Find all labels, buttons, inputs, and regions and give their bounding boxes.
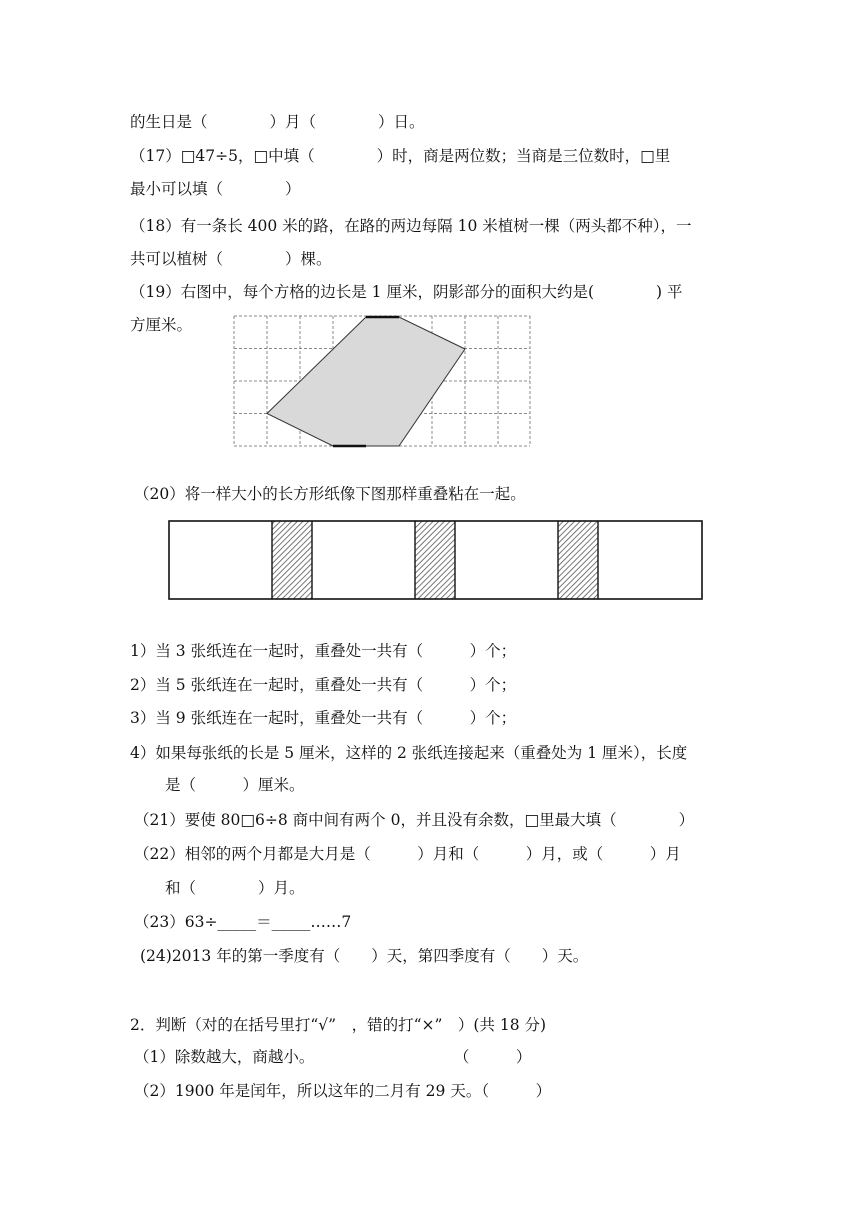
q19-line-2: 方厘米。	[130, 316, 193, 334]
q20-paper-strip-figure	[168, 520, 704, 602]
judge-item-1: （1）除数越大，商越小。 （ ）	[134, 1048, 532, 1066]
judge-item-2: （2）1900 年是闰年，所以这年的二月有 29 天。（ ）	[134, 1082, 552, 1100]
q21-line: （21）要使 80□6÷8 商中间有两个 0，并且没有余数，□里最大填（ ）	[134, 811, 695, 829]
q20-sub3: 3）当 9 张纸连在一起时，重叠处一共有（ ）个；	[130, 709, 517, 727]
q24-line: (24)2013 年的第一季度有（ ）天，第四季度有（ ）天。	[140, 947, 589, 965]
overlap-region-1	[272, 521, 312, 599]
q18-line-2: 共可以植树（ ）棵。	[130, 250, 332, 268]
q23-line: （23）63÷_____＝_____……7	[134, 913, 352, 931]
q20-sub1: 1）当 3 张纸连在一起时，重叠处一共有（ ）个；	[130, 642, 517, 660]
q19-line-1: （19）右图中，每个方格的边长是 1 厘米，阴影部分的面积大约是( ) 平	[130, 283, 683, 301]
q17-line-1: （17）□47÷5，□中填（ ）时，商是两位数；当商是三位数时，□里	[130, 147, 671, 165]
q22-line-2: 和（ ）月。	[165, 879, 305, 897]
q19-grid-figure	[234, 316, 534, 448]
q16-birthday-line: 的生日是（ ）月（ ）日。	[130, 113, 425, 131]
q17-line-2: 最小可以填（ ）	[130, 180, 301, 198]
q20-sub2: 2）当 5 张纸连在一起时，重叠处一共有（ ）个；	[130, 676, 517, 694]
q20-sub4-line-2: 是（ ）厘米。	[165, 776, 305, 794]
overlap-region-2	[415, 521, 455, 599]
q18-line-1: （18）有一条长 400 米的路，在路的两边每隔 10 米植树一棵（两头都不种），一	[130, 217, 692, 235]
q20-intro: （20）将一样大小的长方形纸像下图那样重叠粘在一起。	[134, 485, 526, 503]
q22-line-1: （22）相邻的两个月都是大月是（ ）月和（ ）月，或（ ）月	[134, 845, 681, 863]
q20-sub4-line-1: 4）如果每张纸的长是 5 厘米，这样的 2 张纸连接起来（重叠处为 1 厘米），长度	[130, 744, 688, 762]
section-2-heading: 2．判断（对的在括号里打“√” ，错的打“×” ）(共 18 分)	[130, 1016, 547, 1034]
overlap-region-3	[558, 521, 598, 599]
